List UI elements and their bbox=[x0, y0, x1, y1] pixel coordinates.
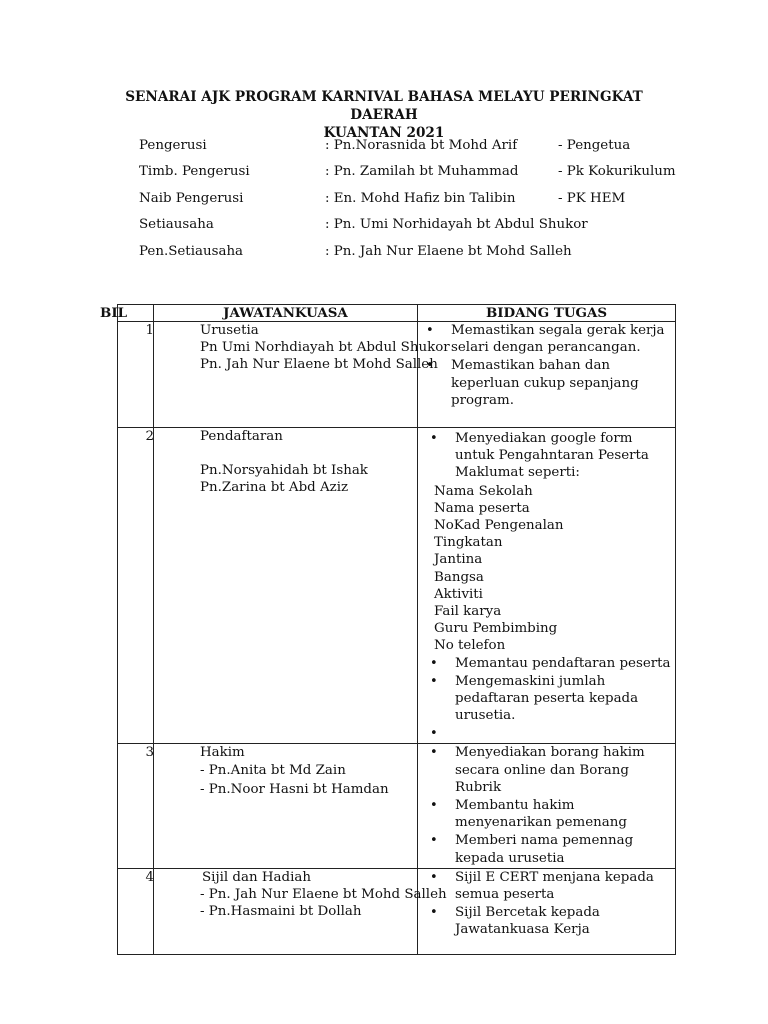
committee-name: Sijil dan Hadiah bbox=[202, 869, 311, 885]
officer-post: - Pengetua bbox=[558, 138, 631, 153]
committee-name: Pendaftaran bbox=[200, 429, 283, 444]
committee-member: Pn.Norsyahidah bt Ishak bbox=[200, 463, 368, 479]
duty-item: • Memberi nama pemennag kepada urusetia bbox=[430, 832, 675, 866]
committee-member: Pn Umi Norhdiayah bt Abdul Shukor bbox=[200, 340, 450, 356]
duty-item: • Menyediakan borang hakim secara online dan Borang Rubrik bbox=[430, 744, 675, 796]
officer-row bbox=[139, 164, 699, 190]
duty-item: • Menyediakan google form untuk Pengahntaran Peserta Maklumat seperti: bbox=[430, 430, 675, 482]
duties-cell bbox=[418, 428, 676, 744]
form-field: Bangsa bbox=[434, 569, 484, 585]
form-field: No telefon bbox=[434, 638, 506, 654]
officer-role: Pen.Setiausaha bbox=[139, 243, 244, 259]
row-number: 3 bbox=[118, 744, 154, 868]
form-field: Nama peserta bbox=[434, 500, 530, 516]
officer-row bbox=[139, 191, 699, 217]
committee-member: - Pn. Jah Nur Elaene bt Mohd Salleh bbox=[200, 887, 447, 903]
officer-post: - Pk Kokurikulum bbox=[558, 164, 676, 180]
officer-row bbox=[139, 244, 699, 270]
table-row bbox=[118, 428, 676, 744]
duty-item: • Memastikan segala gerak kerja selari dengan perancangan. bbox=[426, 322, 675, 356]
officer-name: : Pn.Norasnida bt Mohd Arif bbox=[325, 138, 518, 153]
duty-item: • Membantu hakim menyenarikan pemenang bbox=[430, 797, 675, 831]
officers-list bbox=[139, 138, 699, 270]
committee-cell bbox=[154, 744, 418, 868]
duty-item: • Mengemaskini jumlah pedaftaran peserta kepada urusetia. bbox=[430, 673, 675, 725]
committee-member: - Pn.Noor Hasni bt Hamdan bbox=[200, 781, 389, 797]
officer-role: Naib Pengerusi bbox=[139, 190, 244, 206]
title-line-1: SENARAI AJK PROGRAM KARNIVAL BAHASA MELAYU PERINGKAT DAERAH bbox=[125, 89, 643, 123]
officer-role: Setiausaha bbox=[139, 217, 214, 233]
officer-role: Pengerusi bbox=[139, 138, 207, 153]
header-jawatankuasa: JAWATANKUASA bbox=[154, 305, 418, 322]
form-field: Tingkatan bbox=[434, 535, 503, 551]
officer-name: : En. Mohd Hafiz bin Talibin bbox=[325, 190, 516, 206]
committee-name: Urusetia bbox=[200, 323, 259, 338]
table-header-row bbox=[118, 305, 676, 322]
officer-name: : Pn. Zamilah bt Muhammad bbox=[325, 164, 519, 180]
table-row bbox=[118, 868, 676, 954]
committee-member: - Pn.Hasmaini bt Dollah bbox=[200, 904, 362, 920]
document-title bbox=[100, 88, 668, 142]
officer-post: - PK HEM bbox=[558, 190, 626, 206]
committee-cell bbox=[154, 322, 450, 428]
committee-name: Hakim bbox=[200, 745, 245, 761]
row-number: 1 bbox=[118, 322, 154, 428]
row-number: 2 bbox=[118, 428, 154, 744]
table-row bbox=[118, 322, 676, 428]
form-field: Guru Pembimbing bbox=[434, 621, 558, 637]
committee-table bbox=[100, 304, 676, 955]
officer-name: : Pn. Umi Norhidayah bt Abdul Shukor bbox=[325, 217, 588, 233]
committee-cell bbox=[154, 428, 418, 744]
duties-cell bbox=[418, 322, 676, 428]
committee-member: - Pn.Anita bt Md Zain bbox=[200, 762, 346, 778]
row-number: 4 bbox=[118, 868, 154, 954]
header-bil: BIL bbox=[118, 305, 154, 322]
officer-role: Timb. Pengerusi bbox=[139, 164, 250, 180]
form-field: Fail karya bbox=[434, 604, 502, 620]
duty-item: • Memastikan bahan dan keperluan cukup sepanjang program. bbox=[426, 357, 675, 409]
duty-item: • Memantau pendaftaran peserta bbox=[430, 655, 675, 672]
officer-row bbox=[139, 138, 699, 164]
officer-name: : Pn. Jah Nur Elaene bt Mohd Salleh bbox=[325, 243, 572, 259]
officer-row bbox=[139, 217, 699, 243]
form-field: NoKad Pengenalan bbox=[434, 518, 564, 534]
form-field: Aktiviti bbox=[434, 586, 483, 602]
committee-member: Pn. Jah Nur Elaene bt Mohd Salleh bbox=[200, 357, 438, 373]
committee-member: Pn.Zarina bt Abd Aziz bbox=[200, 480, 349, 496]
duty-item: • Sijil E CERT menjana kepada semua peserta bbox=[430, 869, 675, 903]
form-field: Jantina bbox=[434, 552, 483, 568]
duties-cell bbox=[418, 744, 676, 868]
duty-item-empty bbox=[430, 725, 675, 742]
header-bidang-tugas: BIDANG TUGAS bbox=[418, 305, 676, 322]
table-row bbox=[118, 744, 676, 868]
committee-cell bbox=[154, 868, 447, 954]
form-field: Nama Sekolah bbox=[434, 483, 533, 499]
duties-cell bbox=[418, 868, 676, 954]
duty-item: • Sijil Bercetak kepada Jawatankuasa Kerja bbox=[430, 904, 675, 938]
title-line-2: KUANTAN 2021 bbox=[323, 125, 445, 141]
